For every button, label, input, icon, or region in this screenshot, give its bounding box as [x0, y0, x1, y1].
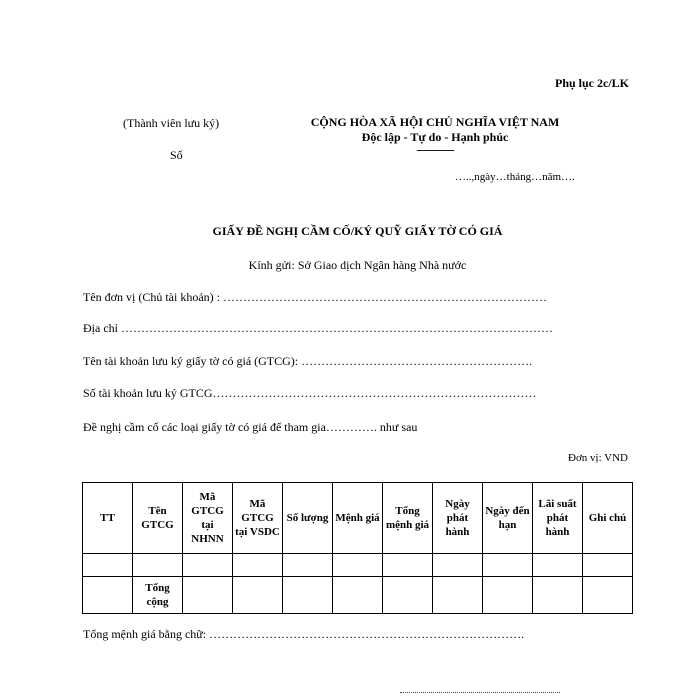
- field-address: Địa chỉ ………………………………………………………………………………………………: [83, 321, 553, 335]
- col-header-code-vsdc: Mã GTCG tại VSDC: [233, 483, 283, 554]
- total-in-words-line: Tổng mệnh giá bằng chữ: …………………………………………………………………….: [83, 627, 525, 641]
- appendix-label: Phụ lục 2c/LK: [555, 76, 630, 90]
- nation-motto: Độc lập - Tự do - Hạnh phúc: [361, 130, 509, 144]
- document-title: GIẤY ĐỀ NGHỊ CẦM CỐ/KÝ QUỸ GIẤY TỜ CÓ GIÁ: [212, 224, 503, 238]
- col-header-maturity-date: Ngày đến hạn: [483, 483, 533, 554]
- col-header-notes: Ghi chú: [583, 483, 633, 554]
- unit-label: Đơn vị: VND: [568, 452, 629, 464]
- date-line: …..,ngày…tháng…năm….: [455, 171, 575, 183]
- field-account-number: Số tài khoản lưu ký GTCG………………………………………………………………………: [83, 386, 537, 400]
- total-label: Tổng cộng: [133, 577, 183, 614]
- col-header-total-face-value: Tổng mệnh giá: [383, 483, 433, 554]
- col-header-face-value: Mệnh giá: [333, 483, 383, 554]
- table-row: [83, 554, 633, 577]
- col-header-code-nhnn: Mã GTCG tại NHNN: [183, 483, 233, 554]
- header-separator: --------------: [416, 144, 454, 156]
- col-header-name: Tên GTCG: [133, 483, 183, 554]
- col-header-tt: TT: [83, 483, 133, 554]
- col-header-issue-date: Ngày phát hành: [433, 483, 483, 554]
- recipient-line: Kính gửi: Sở Giao dịch Ngân hàng Nhà nước: [248, 258, 467, 272]
- cut-off-text-edge: [400, 692, 560, 693]
- col-header-quantity: Số lượng: [283, 483, 333, 554]
- number-label: Số: [170, 148, 183, 162]
- field-account-name: Tên tài khoản lưu ký giấy tờ có giá (GTCG): ………………………………………………….: [83, 354, 533, 368]
- securities-table: [82, 482, 633, 614]
- field-request-line: Đề nghị cầm cố các loại giấy tờ có giá để tham gia…………. như sau: [83, 420, 418, 434]
- nation-title: CỘNG HÒA XÃ HỘI CHỦ NGHĨA VIỆT NAM: [310, 115, 560, 129]
- table-header-row: [83, 483, 633, 554]
- col-header-interest-rate: Lãi suất phát hành: [533, 483, 583, 554]
- field-unit-name: Tên đơn vị (Chủ tài khoản) : ………………………………………………………………………: [83, 290, 547, 304]
- member-label: (Thành viên lưu ký): [123, 116, 220, 130]
- table-total-row: [83, 577, 633, 614]
